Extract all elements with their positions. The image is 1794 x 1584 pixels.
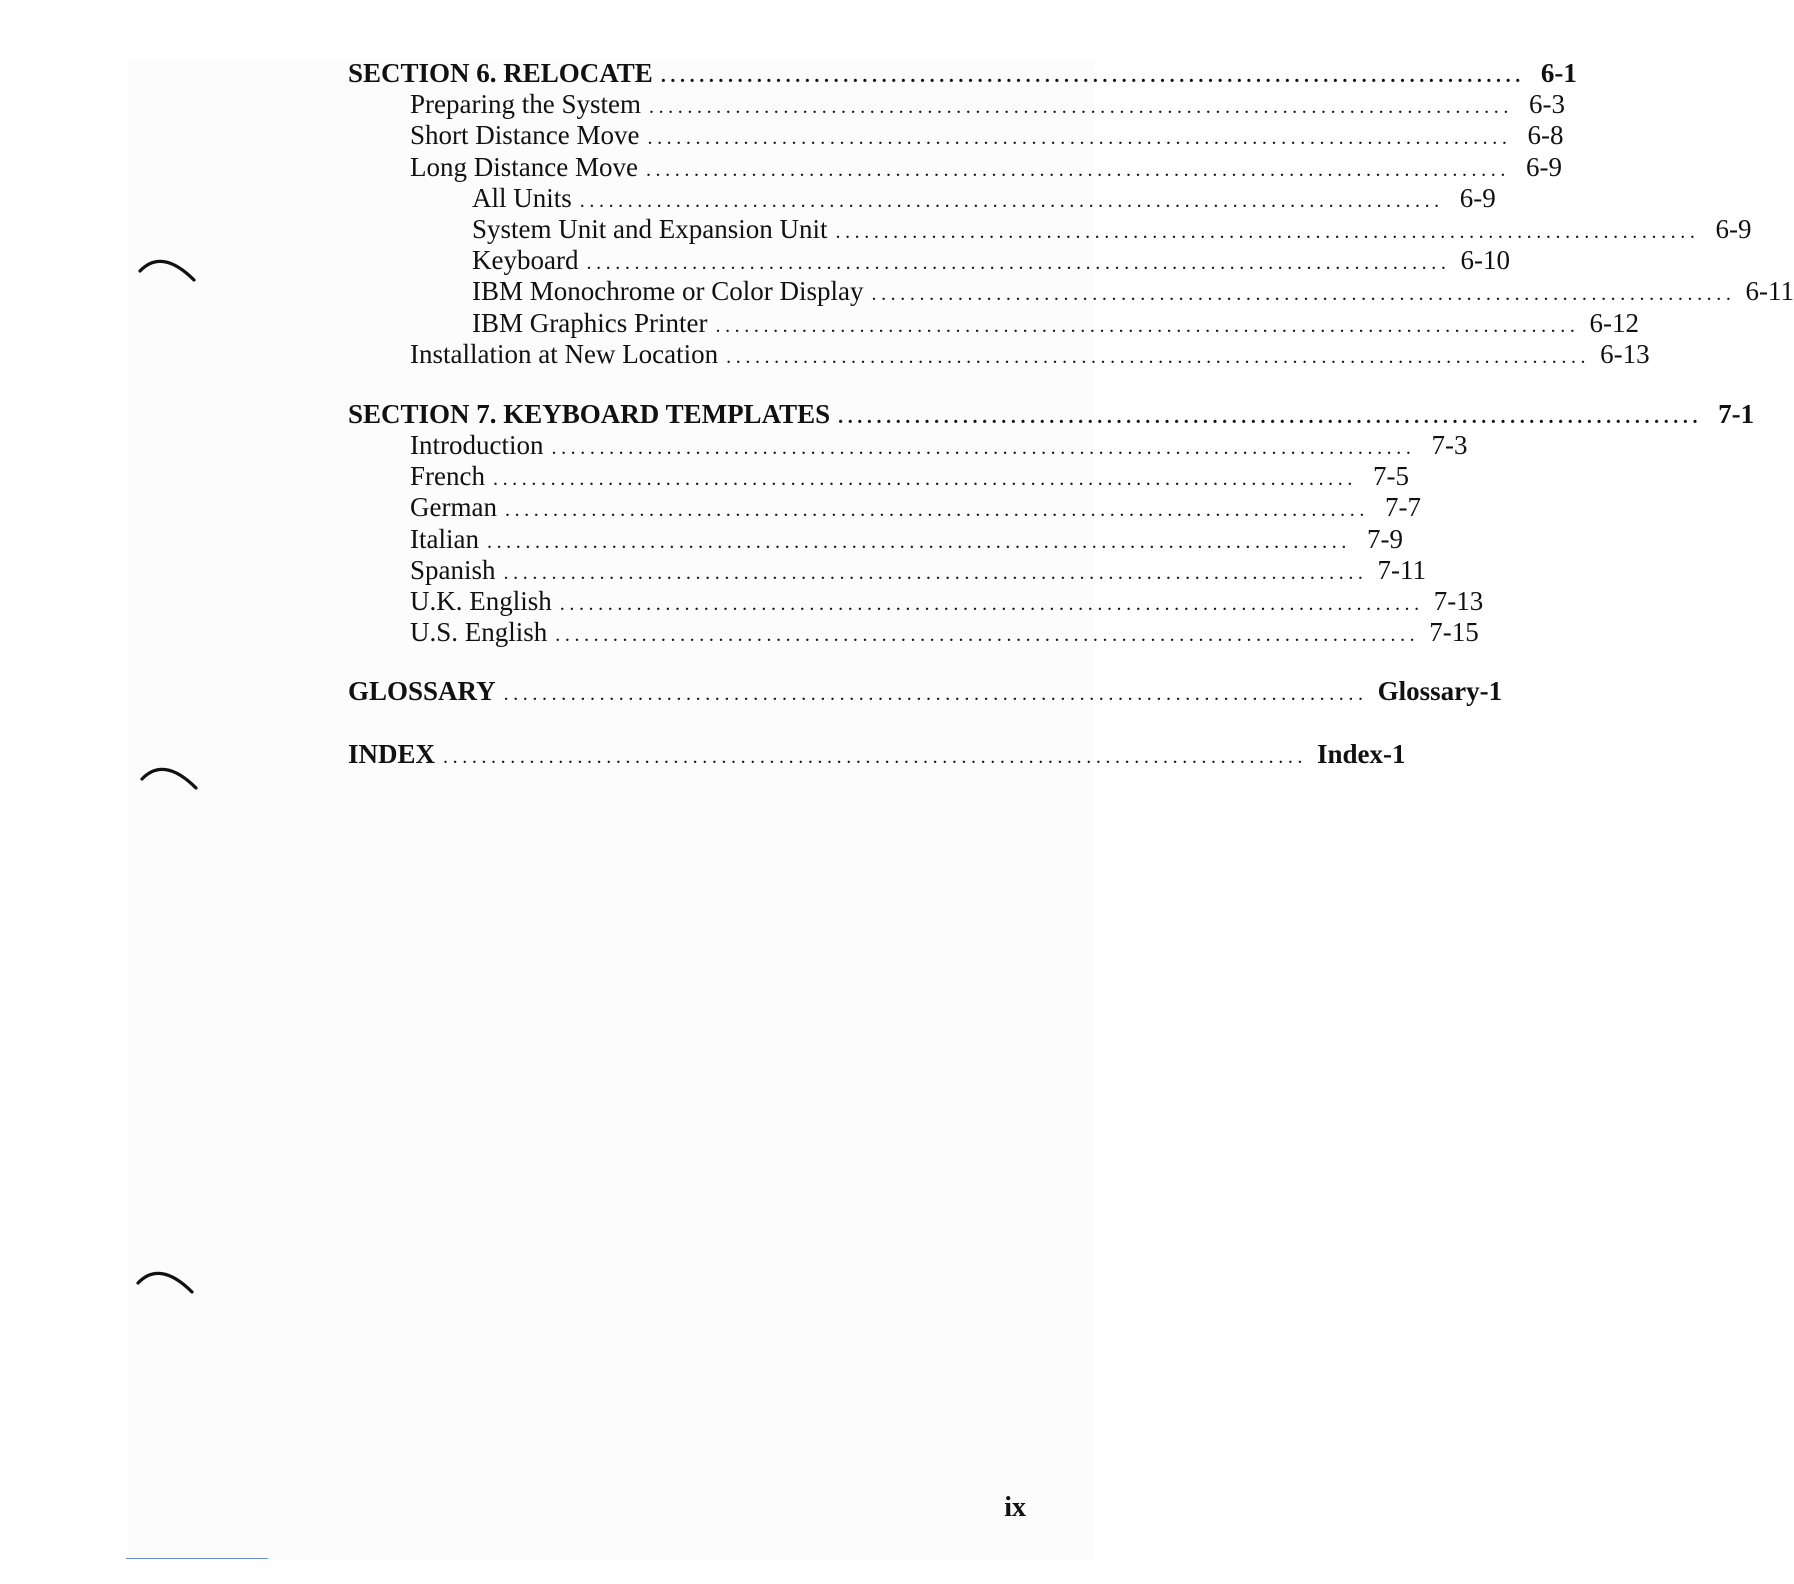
toc-entry[interactable] — [348, 461, 1409, 492]
toc-entry-label: Spanish — [410, 554, 496, 585]
dot-leader: .......................................................................................... — [645, 158, 1510, 181]
toc-page-number: 6-11 — [1745, 276, 1794, 307]
toc-entry[interactable] — [348, 430, 1468, 461]
toc-entry-label: Preparing the System — [410, 89, 641, 120]
toc-entry[interactable] — [348, 554, 1427, 586]
toc-entry[interactable] — [348, 120, 1564, 151]
toc-entry-label: System Unit and Expansion Unit — [472, 213, 828, 244]
dot-leader: .......................................................................................... — [586, 252, 1451, 275]
binder-hole-mark — [138, 254, 196, 284]
toc-page-number: 6-13 — [1600, 338, 1650, 369]
toc-page-number: 6-12 — [1589, 307, 1639, 338]
dot-leader: .......................................................................................... — [503, 683, 1368, 706]
dot-leader: .......................................................................................... — [838, 405, 1703, 428]
bottom-rule-line — [126, 1558, 268, 1559]
toc-entry-label: U.S. English — [410, 617, 548, 648]
toc-entry-label: All Units — [472, 182, 572, 213]
dot-leader: .......................................................................................... — [871, 283, 1736, 306]
toc-entry-label: Introduction — [410, 430, 544, 461]
dot-leader: .......................................................................................... — [726, 345, 1591, 368]
dot-leader: .......................................................................................... — [443, 746, 1308, 769]
dot-leader: .......................................................................................... — [555, 624, 1420, 647]
dot-leader: .......................................................................................... — [579, 189, 1444, 212]
toc-page-number: 6-9 — [1715, 213, 1752, 244]
toc-entry-label: German — [410, 492, 497, 523]
toc-entry-label: Installation at New Location — [410, 338, 719, 369]
toc-page-number: 6-9 — [1459, 182, 1496, 213]
toc-page-number: 6-3 — [1528, 89, 1565, 120]
toc-entry-label: French — [410, 461, 485, 492]
toc-entry[interactable] — [348, 89, 1565, 120]
page-number: ix — [1004, 1492, 1026, 1523]
toc-entry[interactable] — [348, 182, 1496, 214]
toc-entry[interactable] — [348, 307, 1639, 339]
toc-page-number: 7-3 — [1431, 430, 1468, 461]
toc-page-number: 7-1 — [1718, 398, 1755, 429]
toc-section-7 — [348, 398, 1755, 649]
dot-leader: .......................................................................................... — [648, 96, 1513, 119]
toc-glossary[interactable] — [348, 676, 1503, 710]
toc-entry-label: Italian — [410, 523, 479, 554]
binder-hole-mark — [136, 1266, 194, 1296]
dot-leader: .......................................................................................... — [835, 220, 1700, 243]
table-of-contents — [348, 58, 1794, 802]
toc-index[interactable] — [348, 739, 1406, 773]
dot-leader: .......................................................................................... — [551, 437, 1416, 460]
dot-leader: .......................................................................................... — [715, 314, 1580, 337]
dot-leader: .......................................................................................... — [504, 499, 1369, 522]
toc-entry[interactable] — [348, 276, 1794, 307]
dot-leader: .......................................................................................... — [559, 593, 1424, 615]
toc-entry[interactable] — [348, 245, 1510, 276]
toc-section-6 — [348, 58, 1794, 370]
toc-page-number: 6-1 — [1540, 58, 1577, 88]
toc-heading-label: INDEX — [348, 739, 436, 770]
toc-page-number: Glossary-1 — [1377, 676, 1503, 707]
toc-page-number: 6-8 — [1527, 120, 1564, 151]
toc-entry[interactable] — [348, 338, 1650, 370]
dot-leader: .......................................................................................... — [660, 65, 1525, 87]
toc-page-number: 7-13 — [1433, 586, 1484, 616]
toc-page-number: 7-9 — [1366, 523, 1403, 554]
toc-entry[interactable] — [348, 586, 1484, 617]
toc-entry-label: Keyboard — [472, 245, 579, 276]
toc-entry-label: IBM Graphics Printer — [472, 307, 708, 338]
toc-entry[interactable] — [348, 523, 1403, 555]
toc-page-number: 6-10 — [1460, 245, 1510, 276]
dot-leader: .......................................................................................... — [486, 530, 1351, 553]
toc-heading-label: GLOSSARY — [348, 676, 496, 707]
toc-back-matter — [348, 676, 1503, 773]
toc-entry-label: IBM Monochrome or Color Display — [472, 276, 864, 307]
dot-leader: .......................................................................................... — [503, 561, 1368, 584]
toc-page-number: Index-1 — [1317, 739, 1406, 770]
toc-entry[interactable] — [348, 492, 1421, 523]
toc-entry[interactable] — [348, 151, 1562, 183]
toc-entry-label: U.K. English — [410, 586, 552, 616]
toc-entry[interactable] — [348, 617, 1479, 648]
toc-page-number: 7-11 — [1377, 554, 1427, 585]
dot-leader: .......................................................................................... — [492, 468, 1357, 491]
toc-page-number: 7-15 — [1429, 617, 1479, 648]
dot-leader: .......................................................................................... — [647, 127, 1512, 150]
toc-section-heading[interactable] — [348, 58, 1577, 89]
toc-section-heading[interactable] — [348, 398, 1755, 430]
toc-heading-label: SECTION 7. KEYBOARD TEMPLATES — [348, 398, 831, 429]
toc-entry[interactable] — [348, 213, 1752, 245]
toc-entry-label: Long Distance Move — [410, 151, 638, 182]
toc-page-number: 6-9 — [1525, 151, 1562, 182]
binder-hole-mark — [140, 762, 198, 792]
toc-page-number: 7-7 — [1384, 492, 1421, 523]
toc-entry-label: Short Distance Move — [410, 120, 640, 151]
toc-page-number: 7-5 — [1372, 461, 1409, 492]
toc-heading-label: SECTION 6. RELOCATE — [348, 58, 653, 88]
